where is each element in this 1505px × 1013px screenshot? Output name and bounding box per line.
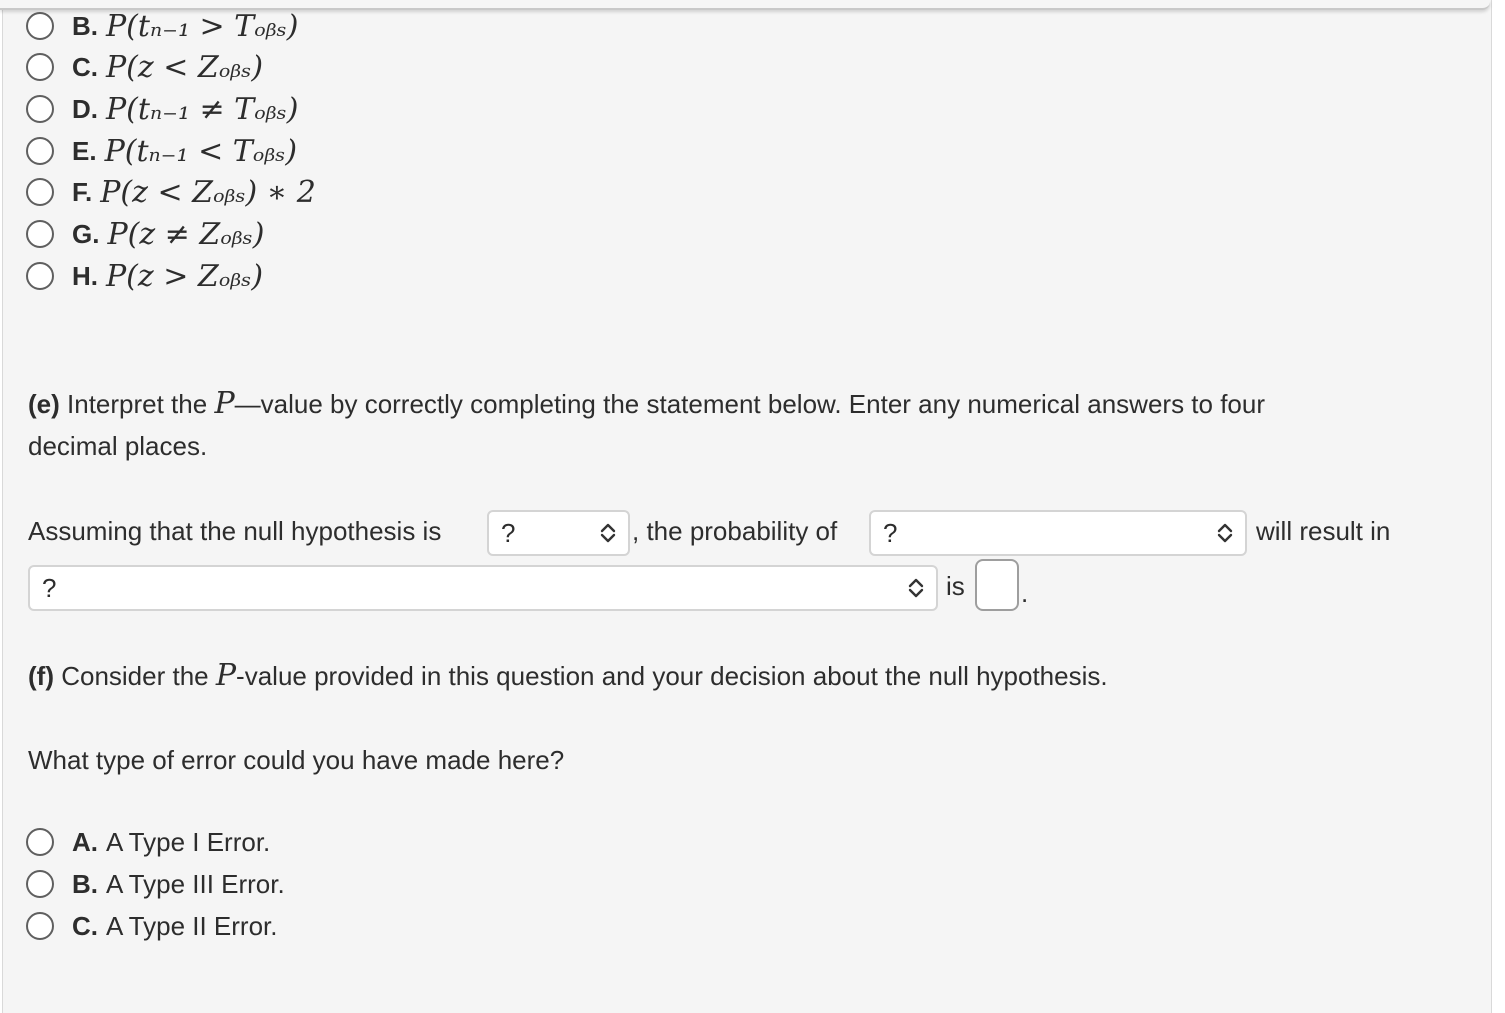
option-letter: G. xyxy=(72,218,100,249)
radio-button[interactable] xyxy=(26,53,54,81)
result-in-select[interactable] xyxy=(28,565,938,611)
option-f[interactable] xyxy=(26,172,316,212)
part-e-text-line2: decimal places. xyxy=(28,431,208,461)
option-formula: P(z < Zₒᵦₛ) xyxy=(106,49,264,85)
part-e-label: (e) xyxy=(28,389,60,419)
option-type-i-error[interactable] xyxy=(26,822,270,862)
part-f-question: What type of error could you have made here? xyxy=(28,745,565,775)
option-type-iii-error[interactable] xyxy=(26,864,285,904)
option-d[interactable] xyxy=(26,89,298,129)
option-text: A Type II Error. xyxy=(106,910,278,941)
part-f-prompt xyxy=(28,655,1468,697)
option-letter: B. xyxy=(72,10,98,41)
statement-text-4: is xyxy=(946,571,965,601)
option-b[interactable] xyxy=(26,6,298,46)
option-letter: C. xyxy=(72,51,98,82)
radio-button[interactable] xyxy=(26,12,54,40)
select-value: ? xyxy=(42,573,57,603)
radio-button[interactable] xyxy=(26,262,54,290)
p-value-input[interactable] xyxy=(975,559,1019,611)
statement-text-5: . xyxy=(1021,578,1029,608)
option-formula: P(z < Zₒᵦₛ) ∗ 2 xyxy=(100,174,316,210)
radio-button[interactable] xyxy=(26,220,54,248)
p-symbol: P xyxy=(214,386,235,421)
option-formula: P(tₙ₋₁ < Tₒᵦₛ) xyxy=(104,133,298,169)
option-letter: D. xyxy=(72,93,98,124)
option-h[interactable] xyxy=(26,256,263,296)
null-hypothesis-select[interactable] xyxy=(487,510,630,556)
part-e-prompt xyxy=(28,383,1468,467)
radio-button[interactable] xyxy=(26,137,54,165)
radio-button[interactable] xyxy=(26,828,54,856)
option-formula: P(tₙ₋₁ ≠ Tₒᵦₛ) xyxy=(106,91,299,127)
option-e[interactable] xyxy=(26,131,297,171)
probability-of-select[interactable] xyxy=(869,510,1247,556)
option-formula: P(z ≠ Zₒᵦₛ) xyxy=(107,216,265,252)
statement-text-1: Assuming that the null hypothesis is xyxy=(28,516,442,546)
option-letter: H. xyxy=(72,260,98,291)
option-letter: C. xyxy=(72,910,98,941)
option-formula: P(z > Zₒᵦₛ) xyxy=(106,258,264,294)
option-formula: P(tₙ₋₁ > Tₒᵦₛ) xyxy=(106,8,299,44)
part-f-text-before: Consider the xyxy=(53,661,216,691)
statement-text-3: will result in xyxy=(1256,516,1391,546)
option-letter: E. xyxy=(72,135,97,166)
select-value: ? xyxy=(501,518,516,548)
option-letter: B. xyxy=(72,868,98,899)
part-e-text-after: —value by correctly completing the statement below. Enter any numerical answers to four xyxy=(234,389,1266,419)
option-letter: A. xyxy=(72,826,98,857)
radio-button[interactable] xyxy=(26,95,54,123)
option-text: A Type III Error. xyxy=(106,868,285,899)
statement-text-2: , the probability of xyxy=(632,516,838,546)
chevron-up-down-icon xyxy=(906,577,926,599)
option-text: A Type I Error. xyxy=(106,826,271,857)
radio-button[interactable] xyxy=(26,912,54,940)
option-letter: F. xyxy=(72,176,93,207)
option-g[interactable] xyxy=(26,214,264,254)
select-value: ? xyxy=(883,518,898,548)
part-e-text-before: Interpret the xyxy=(59,389,215,419)
radio-button[interactable] xyxy=(26,870,54,898)
chevron-up-down-icon xyxy=(1215,522,1235,544)
part-f-text-after: -value provided in this question and your decision about the null hypothesis. xyxy=(236,661,1108,691)
part-f-label: (f) xyxy=(28,661,54,691)
p-symbol: P xyxy=(215,658,237,693)
option-c[interactable] xyxy=(26,47,263,87)
option-type-ii-error[interactable] xyxy=(26,906,278,946)
radio-button[interactable] xyxy=(26,178,54,206)
chevron-up-down-icon xyxy=(598,522,618,544)
